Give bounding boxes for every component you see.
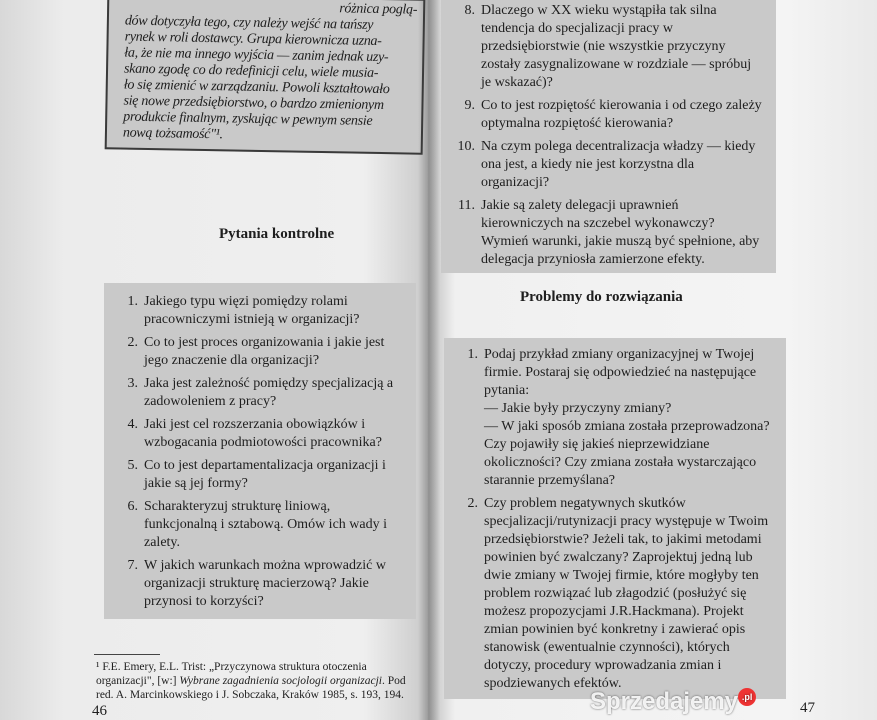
footnote [96, 660, 418, 702]
footnote-divider [94, 654, 160, 655]
list-item [114, 416, 406, 452]
list-item [114, 498, 406, 552]
item-body: Scharakteryzuj strukturę liniową, funkcjonalną i sztabową. Omów ich wady i zalety. [144, 499, 387, 550]
item-body: Podaj przykład zmiany organizacyjnej w Twojej firmie. Postaraj się odpowiedzieć na następujące pytania: [484, 347, 757, 398]
item-text [144, 498, 406, 552]
item-number: 2. [127, 335, 138, 350]
control-questions-box [104, 283, 416, 619]
footnote-title: Wybrane zagadnienia socjologii organizacji [179, 675, 382, 687]
quote-line: dów dotyczyła tego, czy należy wejść na tańszy [124, 13, 374, 33]
list-item [114, 457, 406, 493]
item-text [144, 334, 406, 370]
item-number: 2. [467, 496, 478, 511]
item-number: 5. [127, 458, 138, 473]
watermark-logo: .pl [738, 688, 756, 706]
list-item [114, 375, 406, 411]
item-body: Jaka jest zależność pomiędzy specjalizacją a zadowoleniem z pracy? [144, 376, 394, 409]
item-number: 10. [457, 139, 475, 154]
item-number: 3. [127, 376, 138, 391]
quote-line: ło się zmienić w zarządzaniu. Powoli kształtowało [123, 77, 390, 98]
quote-box [105, 0, 426, 155]
quote-line: skano zgodę co do redefinicji celu, wiele musia- [123, 61, 379, 81]
quote-line: ła, że nie ma innego wyjścia — zanim jednak uzy- [124, 45, 389, 66]
item-body: Jakiego typu więzi pomiędzy rolami pracowniczymi istnieją w organizacji? [144, 294, 360, 327]
list-item [451, 97, 764, 133]
item-body: W jakich warunkach można wprowadzić w organizacji strukturę macierzową? Jakie przynosi to korzyści? [144, 558, 386, 609]
item-number: 7. [127, 558, 138, 573]
item-number: 1. [467, 347, 478, 362]
sub-item: — Jakie były przyczyny zmiany? [484, 401, 672, 416]
list-item [454, 495, 774, 693]
list-item [114, 293, 406, 329]
item-text [481, 197, 764, 269]
item-text [144, 416, 406, 452]
watermark [590, 688, 756, 716]
item-text [481, 138, 764, 192]
list-item [451, 138, 764, 192]
quote-line: produkcie finalnym, zyskując w pewnym sensie [123, 109, 373, 129]
list-item [114, 334, 406, 370]
quote-line: rynek w roli dostawcy. Grupa kierownicza uzna- [124, 29, 382, 50]
item-number: 8. [464, 3, 475, 18]
footnote-text: ¹ F.E. Emery, E.L. Trist: „Przyczynowa struktura otoczenia organizacji", [w:] [96, 661, 367, 687]
item-text [144, 457, 406, 493]
quote-line: nową tożsamość"¹. [122, 125, 223, 143]
problems-box [444, 338, 786, 699]
quote-line: różnica poglą- [339, 1, 418, 18]
quote-line: się nowe przedsiębiorstwo, o bardzo zmienionym [123, 93, 384, 114]
item-body: Na czym polega decentralizacja władzy — kiedy ona jest, a kiedy nie jest korzystna dla organizacji? [481, 139, 756, 190]
list-item [114, 557, 406, 611]
item-text [144, 375, 406, 411]
list-item [451, 2, 764, 92]
item-number: 6. [127, 499, 138, 514]
item-body: Co to jest proces organizowania i jakie jest jego znaczenie dla organizacji? [144, 335, 385, 368]
item-text [144, 293, 406, 329]
item-body: Jakie są zalety delegacji uprawnień kierowniczych na szczebel wykonawczy? Wymień warunki, jakie muszą być spełnione, aby delegacja przyniosła zamierzone efekty. [481, 198, 760, 267]
item-body: Dlaczego w XX wieku wystąpiła tak silna tendencja do specjalizacji pracy w przedsiębiorstwie (nie wszystkie przyczyny zostały zasygnalizowane w rozdziale — spróbuj je wskazać)? [481, 3, 752, 90]
page-number: 47 [800, 700, 815, 716]
item-text [484, 495, 774, 693]
item-body: Jaki jest cel rozszerzania obowiązków i wzbogacania podmiotowości pracownika? [144, 417, 382, 450]
sub-item: — W jaki sposób zmiana została przeprowadzona? Czy pojawiły się jakieś nieprzewidziane okoliczności? Czy zmiana została wystarczająco starannie przemyślana? [484, 419, 770, 488]
item-text [481, 97, 764, 133]
list-item [451, 197, 764, 269]
section-heading: Problemy do rozwiązania [520, 289, 683, 305]
list-item [454, 346, 774, 490]
control-questions-continued-box [441, 0, 776, 273]
section-heading: Pytania kontrolne [219, 226, 335, 242]
item-number: 9. [464, 98, 475, 113]
footnote-text: . Pod red. A. Marcinkowskiego i J. Sobczaka, Kraków 1985, s. 193, 194. [96, 675, 406, 701]
item-body: Co to jest departamentalizacja organizacji i jakie są jej formy? [144, 458, 386, 491]
item-number: 11. [458, 198, 475, 213]
item-body: Czy problem negatywnych skutków specjalizacji/rutynizacji pracy występuje w Twoim przedsiębiorstwie? Jeżeli tak, to jakimi metodami powinien być zwalczany? Zaprojektuj jedną lub dwie zmiany w Twojej firmie, które mogłyby ten problem rozwiązać lub złagodzić (posłużyć się możesz propozycjami J.R.Hackmana). Projekt zmian powinien być konkretny i zawierać opis stanowisk (ewentualnie czynności), których dotyczy, procedury wprowadzania zmian i spodziewanych efektów. [484, 496, 769, 691]
item-text [481, 2, 764, 92]
item-text [144, 557, 406, 611]
item-body: Co to jest rozpiętość kierowania i od czego zależy optymalna rozpiętość kierowania? [481, 98, 762, 131]
watermark-text: Sprzedajemy [590, 688, 739, 715]
item-number: 1. [127, 294, 138, 309]
item-text [484, 346, 774, 490]
page-number: 46 [92, 703, 107, 719]
item-number: 4. [127, 417, 138, 432]
